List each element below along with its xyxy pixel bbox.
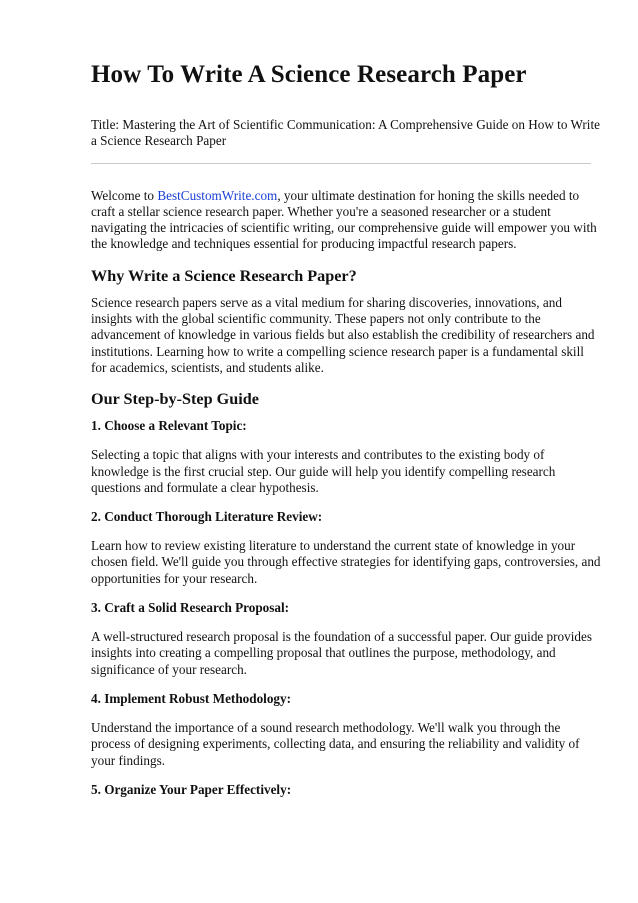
step-text: Understand the importance of a sound research methodology. We'll walk you through the process of designing experiments, collecting data, and ensuring the reliability and validity of your findings. bbox=[91, 719, 580, 768]
step-text: Selecting a topic that aligns with your interests and contributes to the existing body of knowledge is the first crucial step. Our guide will help you identify compelling research questions and formulate a clear hypothesis. bbox=[91, 447, 556, 495]
why-heading: Why Write a Science Research Paper? bbox=[91, 266, 357, 285]
step-title: 1. Choose a Relevant Topic: bbox=[91, 418, 247, 434]
step-title: 3. Craft a Solid Research Proposal: bbox=[91, 600, 290, 616]
divider bbox=[91, 163, 591, 164]
document-page bbox=[91, 60, 601, 811]
guide-heading: Our Step-by-Step Guide bbox=[91, 390, 259, 409]
document-subtitle: Title: Mastering the Art of Scientific Communication: A Comprehensive Guide on How to Write a Science Research Paper bbox=[91, 117, 600, 149]
step-title: 4. Implement Robust Methodology: bbox=[91, 690, 292, 706]
page-title: How To Write A Science Research Paper bbox=[91, 61, 527, 88]
step-text: Learn how to review existing literature to understand the current state of knowledge in your chosen field. We'll guide you through effective strategies for identifying gaps, controversies, and opportunities for your research. bbox=[91, 538, 601, 586]
step-title: 2. Conduct Thorough Literature Review: bbox=[91, 509, 323, 525]
step-title: 5. Organize Your Paper Effectively: bbox=[91, 781, 292, 797]
intro-suffix: , your ultimate destination for honing the skills needed to craft a stellar science research paper. Whether you're a seasoned researcher or a student navigating the intricacies of scientific writing, our comprehensive guide will empower you with the knowledge and techniques essential for producing impactful research papers. bbox=[91, 187, 597, 252]
intro-prefix: Welcome to bbox=[91, 187, 158, 203]
why-paragraph: Science research papers serve as a vital medium for sharing discoveries, innovations, and insights with the global scientific community. These papers not only contribute to the advancement of knowledge in various fields but also establish the credibility of researchers and institutions. Learning how to write a compelling science research paper is a fundamental skill for academics, scientists, and students alike. bbox=[91, 294, 595, 375]
step-text: A well-structured research proposal is the foundation of a successful paper. Our guide provides insights into creating a compelling proposal that outlines the purpose, methodology, and significance of your research. bbox=[91, 629, 592, 677]
intro-paragraph bbox=[91, 188, 601, 253]
bestcustomwrite-link[interactable]: BestCustomWrite.com bbox=[157, 187, 278, 203]
